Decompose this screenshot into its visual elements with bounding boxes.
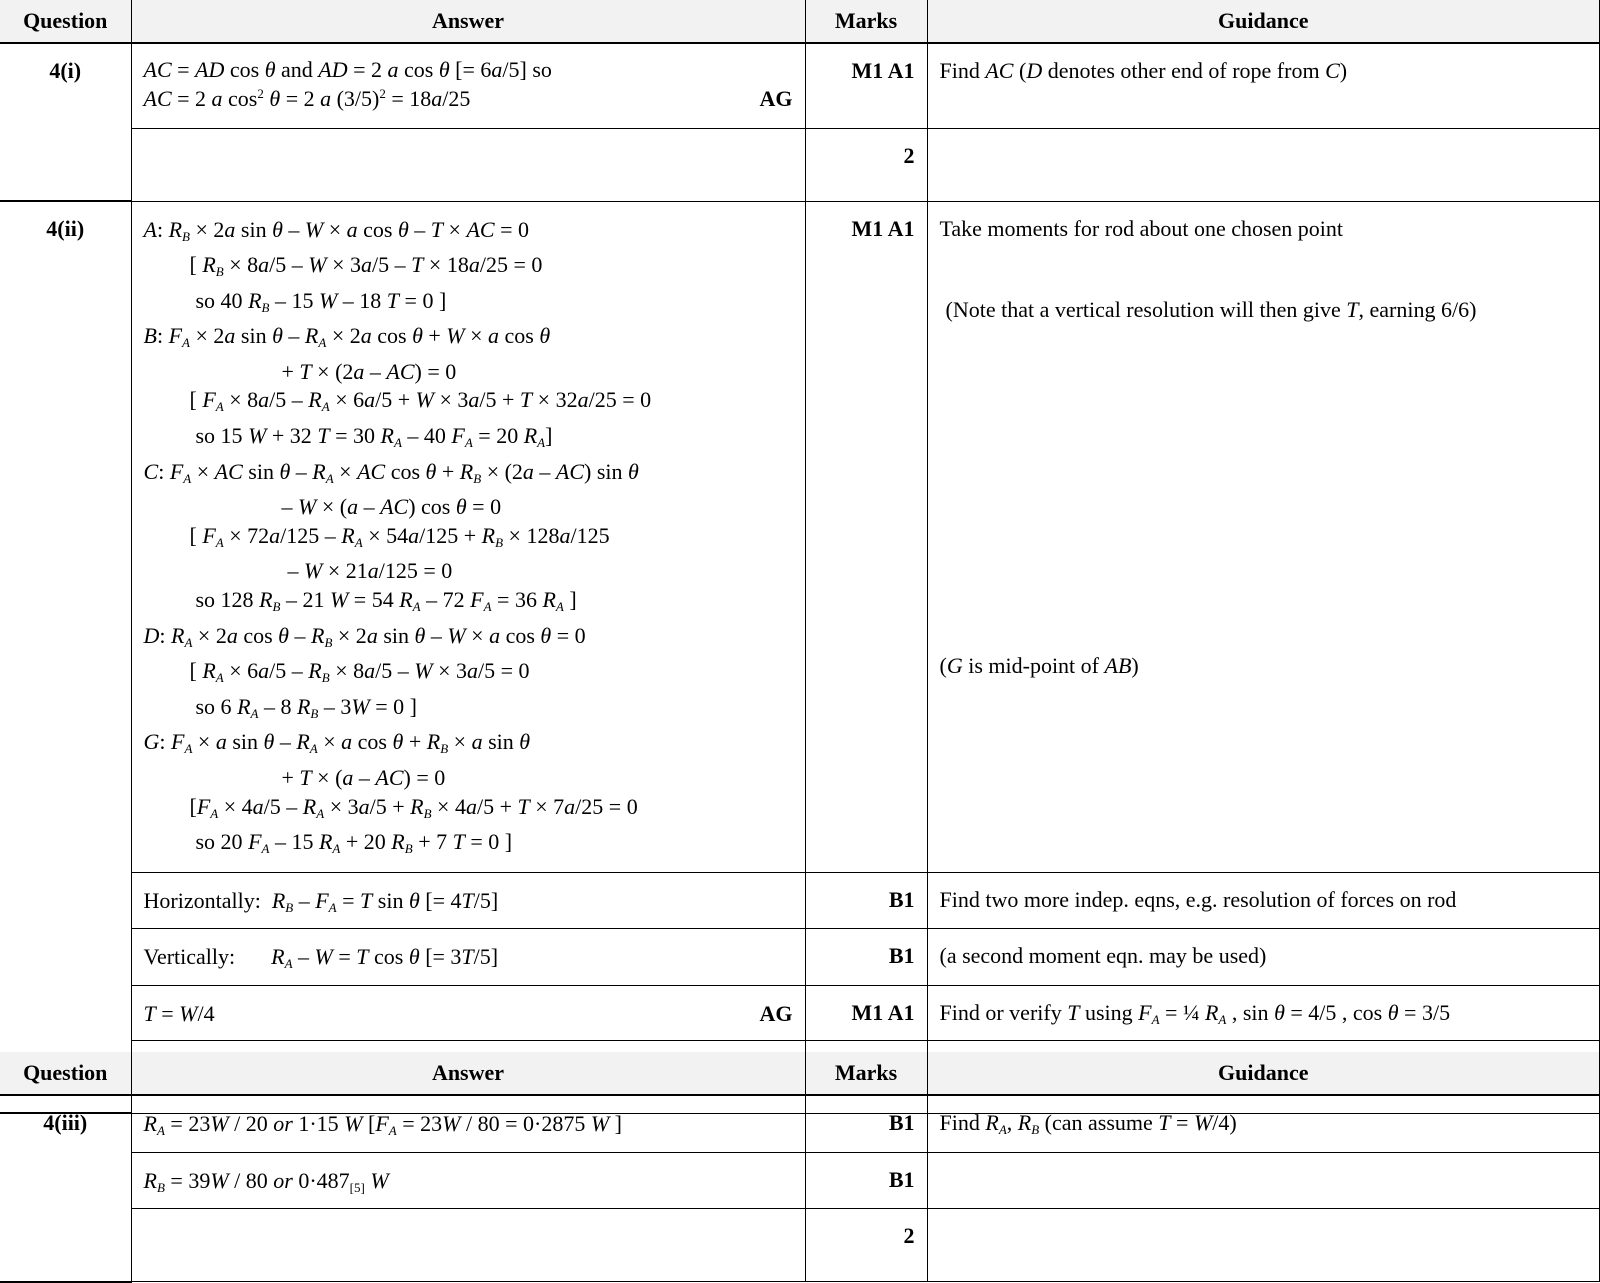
- guidance-cell: Find $R_A$, $R_B$ (can assume T = W/4): [927, 1095, 1600, 1152]
- answer-line-2: AC = 2 a $\cos^2 \theta = 2$ a $(3/5)^2 = 18a/25$: [143, 85, 471, 111]
- answer-line: + T × (2a – AC) = 0: [281, 358, 457, 384]
- vertical-label: Vertically:: [143, 944, 236, 970]
- guidance-cell: Find or verify T using $F_A$ = ¼ $R_A$ , sin θ = 4/5 , cos θ = 3/5: [927, 985, 1600, 1040]
- horizontal-label: Horizontally:: [143, 887, 261, 913]
- answer-cell: [131, 872, 805, 929]
- marks-cell: M1 A1: [805, 201, 927, 872]
- answer-line: so 6 $R_A - 8$ $R_B - 3W = 0$ ]: [195, 693, 417, 721]
- guidance-text: Find AC (D denotes other end of rope from C): [939, 58, 1348, 83]
- answer-cell: [131, 1095, 805, 1152]
- answer-line: so 40 $R_B - 15$ W – 18 T = 0 ]: [195, 287, 447, 315]
- header-row: [0, 1052, 1600, 1095]
- answer-line: so 20 $F_A - 15$ $R_A + 20$ $R_B + 7$ T = 0 ]: [195, 829, 513, 857]
- horizontal-eqn: $R_B - F_A = T$ sin θ [= 4T/5]: [271, 887, 499, 915]
- answer-line: so 15 W + 32 T = 30 $R_A - 40$ $F_A = 20$ $R_A$]: [195, 423, 553, 451]
- ag-label: AG: [759, 1000, 793, 1026]
- header-row: [0, 0, 1600, 43]
- answer-cell: [131, 985, 805, 1040]
- vertical-eqn: $R_A - W = T$ cos θ [= 3T/5]: [271, 944, 499, 972]
- guidance-cell: [927, 201, 1600, 872]
- header-answer: Answer: [131, 1052, 805, 1095]
- answer-cell: [131, 43, 805, 128]
- marks-cell: B1: [805, 1152, 927, 1209]
- table-row: [0, 1152, 1600, 1209]
- header-answer: Answer: [131, 0, 805, 43]
- answer-line: C: $F_A$ × AC sin θ – $R_A$ × AC $\cos \theta + R_B \times (2a - AC)$ sin θ: [143, 458, 639, 486]
- answer-line: so 128 $R_B - 21$ W = 54 $R_A - 72$ $F_A = 36$ $R_A$ ]: [195, 587, 577, 615]
- t-eqn: T = W/4: [143, 1000, 215, 1026]
- marks-cell: B1: [805, 1095, 927, 1152]
- table-row: [0, 1095, 1600, 1152]
- header-marks: Marks: [805, 0, 927, 43]
- total-marks: 2: [805, 1209, 927, 1282]
- marks-cell: B1: [805, 872, 927, 929]
- marks-cell: M1 A1: [805, 985, 927, 1040]
- guidance-text: Take moments for rod about one chosen point: [939, 215, 1344, 241]
- header-question: Question: [0, 0, 131, 43]
- ra-eqn: $R_A = 23W / 20$ or 1·15 W [$F_A = 23W / 80 = 0\cdot 2875$ W ]: [143, 1111, 622, 1138]
- table-row: [0, 872, 1600, 929]
- guidance-note: (Note that a vertical resolution will then give T, earning 6/6): [945, 296, 1477, 322]
- answer-cell: [131, 201, 805, 872]
- answer-line: A: $R_B \times 2a$ sin θ – W × a cos θ – T × AC = 0: [143, 216, 530, 244]
- guidance-cell: (a second moment eqn. may be used): [927, 929, 1600, 986]
- answer-cell: [131, 929, 805, 986]
- answer-line: G: $F_A \times a$ $\sin \theta - R_A \times a$ $\cos \theta + R_B \times a$ sin θ: [143, 729, 531, 757]
- mark-scheme-table-2: [0, 1052, 1600, 1283]
- guidance-g-note: (G is mid-point of AB): [939, 652, 1139, 678]
- answer-line: [144, 85, 793, 114]
- header-question: Question: [0, 1052, 131, 1095]
- table-row: [0, 201, 1600, 872]
- answer-line: [ $R_B \times 8a/5 - W \times 3a/5 - T \times 18a/25 = 0$: [189, 252, 543, 280]
- answer-line: D: $R_A \times 2a$ $\cos \theta - R_B \times 2a$ sin θ – W × a cos θ = 0: [143, 622, 586, 650]
- question-label: 4(iii): [0, 1095, 131, 1282]
- answer-line-1: AC = AD cos θ and AD = 2 a cos θ [= 6a/5] so: [143, 57, 552, 82]
- answer-line: [ $F_A \times 72a/125 - R_A \times 54a/125 + R_B \times 128a/125$: [189, 522, 610, 550]
- answer-line: – W × (a – AC) cos θ = 0: [281, 494, 502, 520]
- question-label: 4(ii): [0, 201, 131, 1113]
- guidance-cell: [927, 43, 1600, 128]
- table-row: [0, 985, 1600, 1040]
- answer-line: B: $F_A \times 2a$ $\sin \theta - R_A \times 2a$ cos θ + W × a cos θ: [143, 323, 551, 351]
- answer-line: [$F_A \times 4a/5 - R_A \times 3a/5 + R_B \times 4a/5 + T \times 7a/25 = 0$: [189, 793, 638, 821]
- ag-label: AG: [759, 85, 793, 111]
- header-guidance: Guidance: [927, 0, 1600, 43]
- header-marks: Marks: [805, 1052, 927, 1095]
- answer-line: [144, 56, 793, 85]
- total-row: [0, 128, 1600, 201]
- marks-cell: M1 A1: [805, 43, 927, 128]
- answer-line: – W × 21a/125 = 0: [287, 558, 453, 584]
- header-guidance: Guidance: [927, 1052, 1600, 1095]
- table-row: [0, 43, 1600, 128]
- total-marks: 2: [805, 128, 927, 201]
- marks-cell: B1: [805, 929, 927, 986]
- answer-cell: [131, 1152, 805, 1209]
- answer-line: + T × (a – AC) = 0: [281, 765, 446, 790]
- answer-line: [ $F_A \times 8a/5 - R_A \times 6a/5 + W \times 3a/5 + T \times 32a/25 = 0$: [189, 387, 652, 415]
- guidance-cell: Find two more indep. eqns, e.g. resolution of forces on rod: [927, 872, 1600, 929]
- question-label: 4(i): [0, 43, 131, 201]
- table-row: [0, 929, 1600, 986]
- rb-eqn: $R_B = 39W / 80$ or $0\cdot 487_{[5]}$ W: [143, 1167, 389, 1195]
- total-row: [0, 1209, 1600, 1282]
- answer-line: [ $R_A \times 6a/5 - R_B \times 8a/5 - W \times 3a/5 = 0$: [189, 658, 530, 686]
